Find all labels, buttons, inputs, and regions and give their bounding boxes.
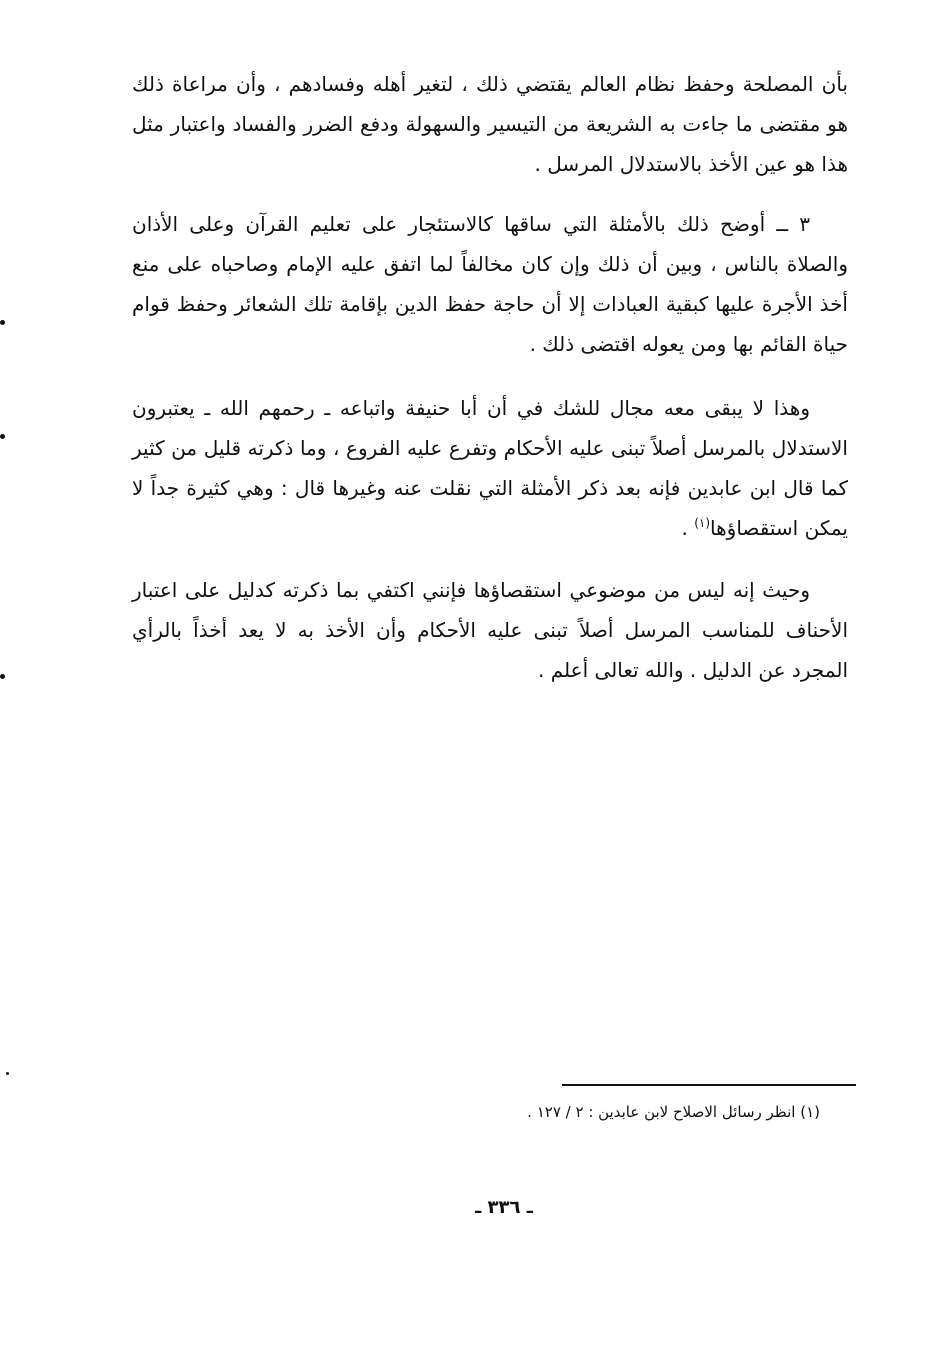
paragraph-1: [132, 64, 848, 184]
paragraph-4-text: وحيث إنه ليس من موضوعي استقصاؤها فإنني اكتفي بما ذكرته كدليل على اعتبار الأحناف للمناسب المرسل أصلاً تبنى عليه الأحكام وأن الأخذ به لا يعد أخذاً بالرأي المجرد عن الدليل . والله تعالى أعلم .: [132, 578, 848, 682]
paragraph-4: [132, 570, 848, 690]
scan-speck: [0, 674, 5, 679]
scan-speck: [6, 1072, 9, 1075]
footnote-separator: [562, 1084, 856, 1086]
paragraph-3-text: [132, 388, 848, 548]
paragraph-2: [132, 204, 848, 364]
paragraph-3: [132, 388, 848, 548]
footnote-reference[interactable]: (١): [694, 516, 711, 530]
paragraph-3-body: وهذا لا يبقى معه مجال للشك في أن أبا حنيفة واتباعه ـ رحمهم الله ـ يعتبرون الاستدلال بالمرسل أصلاً تبنى عليه الأحكام وتفرع عليه الفروع ، وما ذكرته قليل من كثير كما قال ابن عابدين فإنه بعد ذكر الأمثلة التي نقلت عنه وغيرها قال : وهي كثيرة جداً لا يمكن استقصاؤها: [132, 396, 848, 540]
scan-speck: [0, 434, 5, 439]
page-number: ـ ٣٣٦ ـ: [475, 1197, 533, 1218]
paragraph-1-text: بأن المصلحة وحفظ نظام العالم يقتضي ذلك ، لتغير أهله وفسادهم ، وأن مراعاة ذلك هو مقتضى ما جاءت به الشريعة من التيسير والسهولة ودفع الضرر والفساد واعتبار مثل هذا هو عين الأخذ بالاستدلال المرسل .: [132, 72, 848, 176]
paragraph-2-text: ٣ ــ أوضح ذلك بالأمثلة التي ساقها كالاستئجار على تعليم القرآن وعلى الأذان والصلاة بالناس ، وبين أن ذلك وإن كان مخالفاً لما اتفق عليه الإمام وصاحباه على منع أخذ الأجرة عليها كبقية العبادات إلا أن حاجة حفظ الدين بإقامة تلك الشعائر وحفظ قوام حياة القائم بها ومن يعوله اقتضى ذلك .: [132, 212, 848, 356]
footnote-text: (١) انظر رسائل الاصلاح لابن عابدين : ٢ / ١٢٧ .: [527, 1103, 820, 1121]
paragraph-3-tail: .: [681, 516, 695, 540]
scan-speck: [0, 320, 5, 325]
